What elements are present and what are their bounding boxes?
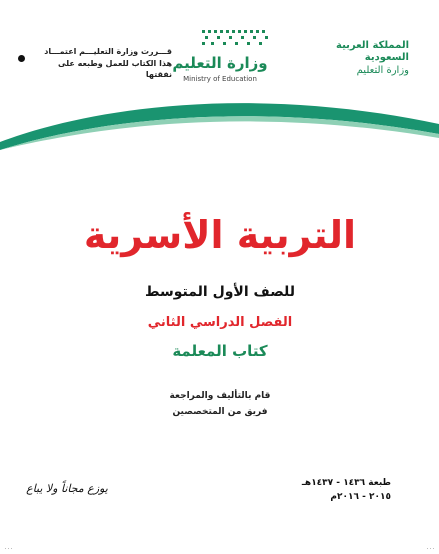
print-footer xyxy=(0,544,439,554)
kingdom-name: المملكة العربية السعودية xyxy=(336,40,409,63)
ministry-logo-arabic: وزارة التعليم xyxy=(172,54,268,72)
grade-level: للصف الأول المتوسط xyxy=(145,284,295,300)
ministry-logo xyxy=(168,28,272,92)
free-distribution-note: يوزع مجاناً ولا يباع xyxy=(26,482,108,495)
approval-statement xyxy=(18,42,172,79)
book-type: كتاب المعلمة xyxy=(172,342,268,360)
edition-hijri: طبعة ١٤٣٦ - ١٤٣٧هـ xyxy=(301,478,391,488)
footer-left-text: ... xyxy=(4,545,14,551)
semester: الفصل الدراسي الثاني xyxy=(147,315,293,330)
ministry-logo-dots-icon xyxy=(202,28,270,50)
ministry-logo-english: Ministry of Education xyxy=(183,75,257,83)
kingdom-emblem-text xyxy=(289,40,409,77)
ministry-name-small: وزارة التعليم xyxy=(356,65,409,76)
decorative-band xyxy=(0,90,439,150)
approval-line-1: قـــررت وزارة التعليـــم اعتمـــاد xyxy=(44,47,172,56)
book-title: التربية الأسرية xyxy=(83,213,357,257)
footer-right-text: ... xyxy=(425,545,435,551)
authors-line-1: قام بالتأليف والمراجعة xyxy=(169,391,271,401)
edition-gregorian: ٢٠١٥ - ٢٠١٦م xyxy=(330,492,391,502)
bullet-icon xyxy=(18,55,25,62)
authors-line-2: فريق من المتخصصين xyxy=(172,407,268,417)
approval-line-2: هذا الكتاب للعمل وطبعه على نفقتها xyxy=(57,59,172,79)
